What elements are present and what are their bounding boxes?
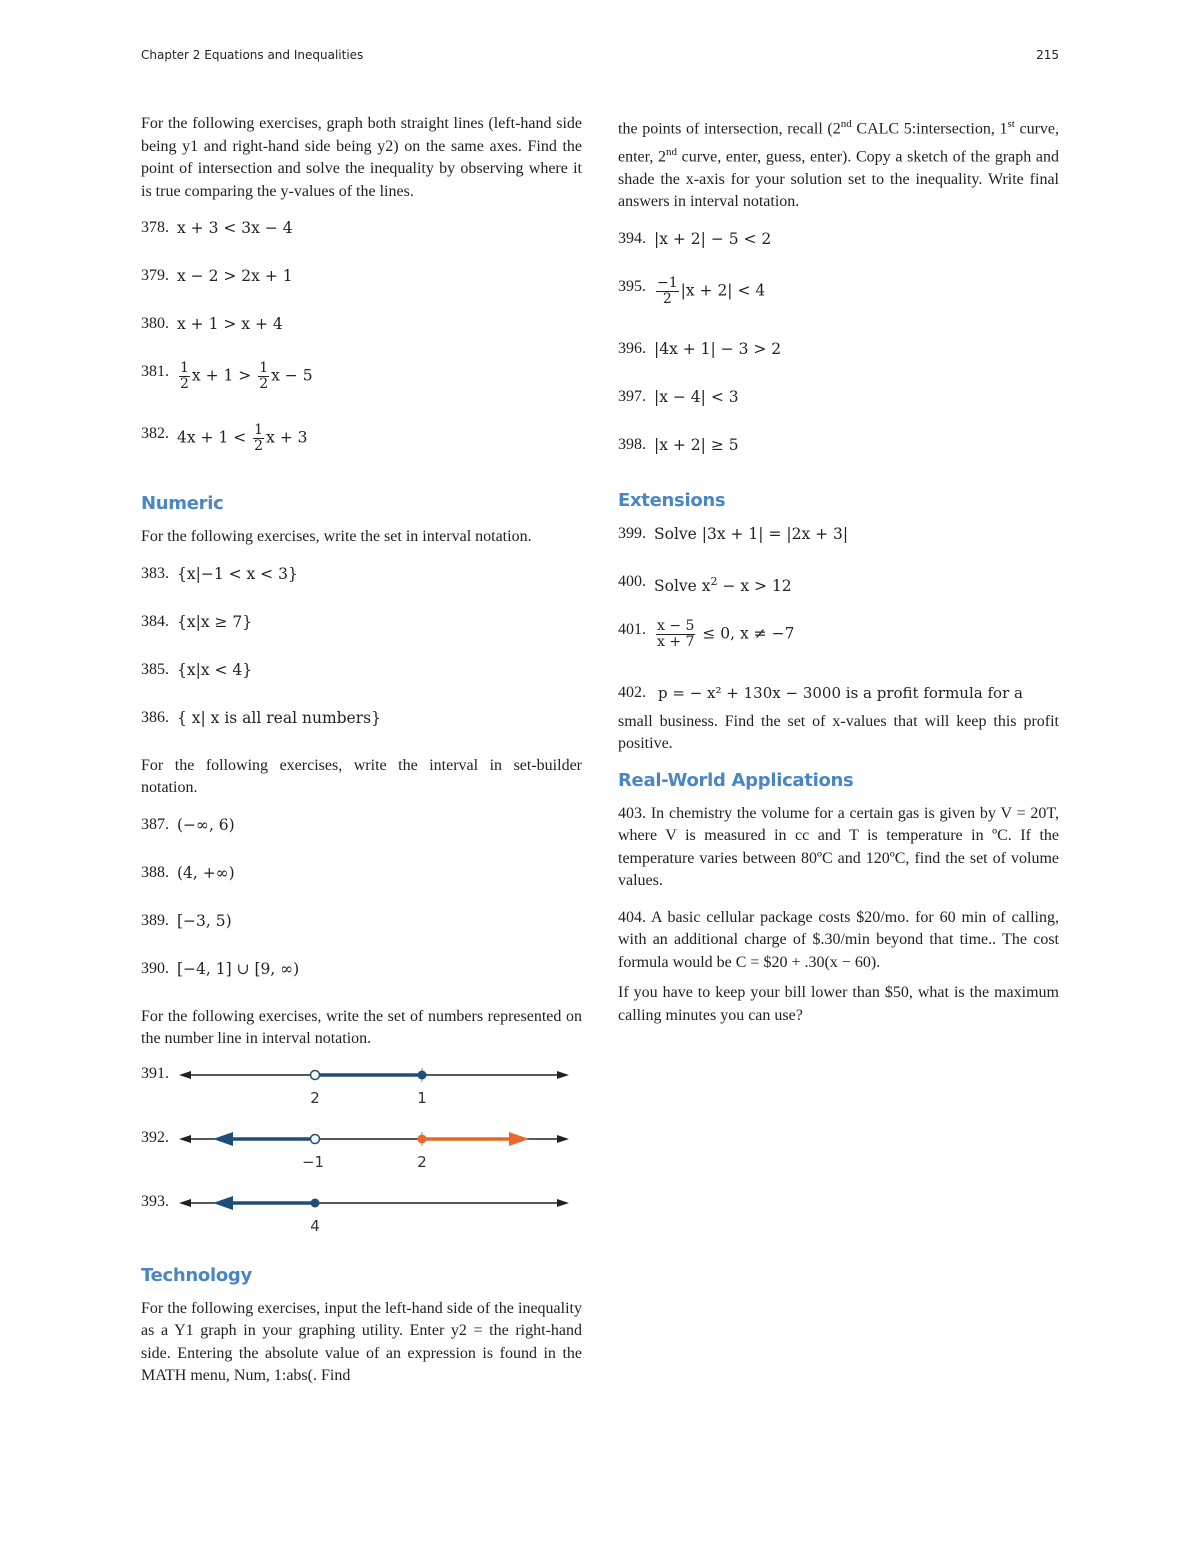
exercise-382 <box>141 423 582 485</box>
superscript: st <box>1007 118 1015 130</box>
exercise-number: 393. <box>141 1192 169 1210</box>
exercise-expression: |x − 4| < 3 <box>654 387 739 406</box>
exercise-number: 398. <box>618 435 646 453</box>
exercise-number: 379. <box>141 267 169 284</box>
exercise-number: 382. <box>141 425 169 442</box>
expression-part: − x > 12 <box>717 576 792 595</box>
tick-label: 4 <box>310 1216 320 1235</box>
exercise-404-continued: If you have to keep your bill lower than $50, what is the maximum calling minutes you can use? <box>618 984 1059 1024</box>
exercise-number: 395. <box>618 277 646 295</box>
exercise-number: 384. <box>141 612 169 630</box>
exercise-expression: [−3, 5) <box>177 911 232 930</box>
exercise-text: A basic cellular package costs $20/mo. for 60 min of calling, with an additional charge of $.30/min beyond that time.. The cost formula would be C = $20 + .30(x − 60). <box>618 908 1059 971</box>
numerator: −1 <box>657 274 678 291</box>
expression-part: x + 3 <box>266 428 308 447</box>
expression-part: |x + 2| < 4 <box>680 281 766 300</box>
expression-part: x + 1 > <box>191 366 252 385</box>
exercise-397 <box>618 386 1059 434</box>
exercise-388 <box>141 862 582 910</box>
text-run: curve, enter, guess, enter). Copy a sketch of the graph and shade the x-axis for your solution set to the inequality. Write final answers in interval notation. <box>618 148 1059 211</box>
exercise-404 <box>618 907 1059 975</box>
exercise-expression: [−4, 1] ∪ [9, ∞) <box>177 959 300 978</box>
tick-label: −1 <box>301 1152 325 1171</box>
denominator: 2 <box>259 376 269 392</box>
denominator: x + 7 <box>657 633 695 650</box>
exercise-expression: {x|x ≥ 7} <box>177 612 253 631</box>
open-circle <box>311 1070 320 1079</box>
exercise-number: 402. <box>618 683 646 701</box>
fraction <box>253 423 264 454</box>
denominator: 2 <box>254 438 264 454</box>
expression-part: 4x + 1 < <box>177 428 247 447</box>
section-heading-real-world: Real-World Applications <box>618 769 854 791</box>
text-run: the points of intersection, recall (2 <box>618 120 841 138</box>
exercise-expression: { x| x is all real numbers} <box>177 708 381 727</box>
exercise-400 <box>618 571 1059 619</box>
exercise-394 <box>618 228 1059 276</box>
graphing-instructions: For the following exercises, graph both straight lines (left-hand side being y1 and right-hand side being y2) on the same axes. Find the point of intersection and solve the inequality by observing where it is true comparing the y-values of the lines. <box>141 115 582 200</box>
arrow-left-icon <box>179 1199 191 1207</box>
exercise-395 <box>618 276 1059 338</box>
exercise-386 <box>141 707 582 755</box>
closed-circle <box>418 1134 427 1143</box>
exercise-expression <box>177 361 313 392</box>
shaded-arrow-left-icon <box>213 1132 233 1146</box>
page-header <box>141 48 1059 68</box>
exercise-number: 404. <box>618 908 646 926</box>
exercise-number: 385. <box>141 660 169 678</box>
exercise-390 <box>141 958 582 1006</box>
exercise-number: 389. <box>141 911 169 929</box>
exercise-expression: x + 3 < 3x − 4 <box>177 219 293 237</box>
exercise-expression: |4x + 1| − 3 > 2 <box>654 339 782 358</box>
denominator: 2 <box>662 290 672 307</box>
shaded-arrow-right-icon <box>509 1132 529 1146</box>
tick-label: 2 <box>417 1152 427 1171</box>
exercise-number: 400. <box>618 572 646 590</box>
arrow-right-icon <box>557 1135 569 1143</box>
expression-part: x − 5 <box>271 366 313 385</box>
arrow-left-icon <box>179 1135 191 1143</box>
exercise-number: 387. <box>141 815 169 833</box>
exercise-expression: {x|−1 < x < 3} <box>177 564 298 583</box>
exercise-378 <box>141 217 582 265</box>
numerator: 1 <box>259 360 269 376</box>
section-heading-extensions: Extensions <box>618 489 726 511</box>
exercise-expression: {x|x < 4} <box>177 660 253 679</box>
arrow-left-icon <box>179 1071 191 1079</box>
open-circle <box>311 1134 320 1143</box>
exercise-expression: x − 2 > 2x + 1 <box>177 267 293 285</box>
section-heading-numeric: Numeric <box>141 493 224 514</box>
exercise-number: 399. <box>618 524 646 542</box>
expression-part: Solve x <box>654 576 711 595</box>
exercise-number: 401. <box>618 620 646 638</box>
exercise-number: 390. <box>141 959 169 977</box>
shaded-arrow-left-icon <box>213 1196 233 1210</box>
numerator: x − 5 <box>657 617 695 634</box>
chapter-title: Chapter 2 Equations and Inequalities <box>141 48 364 62</box>
exercise-401 <box>618 619 1059 681</box>
exercise-381 <box>141 361 582 423</box>
numberline-instructions: For the following exercises, write the set of numbers represented on the number line in interval notation. <box>141 1007 582 1047</box>
technology-instructions: For the following exercises, input the left-hand side of the inequality as a Y1 graph in your graphing utility. Enter y2 = the right-hand side. Entering the absolute value of an expression is found in the MATH menu, Num, 1:abs(. Find <box>141 1299 582 1384</box>
exercise-expression: Solve |3x + 1| = |2x + 3| <box>654 524 849 543</box>
denominator: 2 <box>180 376 189 392</box>
setbuilder-instructions: For the following exercises, write the interval in set-builder notation. <box>141 756 582 796</box>
exercise-402-continued: small business. Find the set of x-values that will keep this profit positive. <box>618 712 1059 753</box>
exercise-402 <box>618 681 1059 756</box>
exercise-expression <box>177 423 308 454</box>
number-line-391 <box>177 1065 572 1115</box>
text-run: CALC 5:intersection, 1 <box>851 120 1008 138</box>
exercise-number: 397. <box>618 387 646 405</box>
exercise-number: 403. <box>618 804 646 822</box>
arrow-right-icon <box>557 1071 569 1079</box>
exercise-387 <box>141 814 582 862</box>
tick-label: 1 <box>417 1088 427 1107</box>
page-number: 215 <box>1036 48 1059 62</box>
exercise-expression: (−∞, 6) <box>177 815 235 834</box>
exercise-expression: |x + 2| − 5 < 2 <box>654 229 772 248</box>
technology-instructions-continued <box>618 113 1059 214</box>
exercise-383 <box>141 563 582 611</box>
number-line-393 <box>177 1193 572 1243</box>
superscript: nd <box>840 118 852 130</box>
exercise-number: 392. <box>141 1128 169 1146</box>
exercise-expression <box>654 571 792 597</box>
exercise-398 <box>618 434 1059 482</box>
exercise-number: 378. <box>141 219 169 236</box>
exercise-391 <box>141 1065 582 1129</box>
text-run: curve, enter, 2 <box>618 120 1059 166</box>
section-heading-technology: Technology <box>141 1264 252 1286</box>
number-line-392 <box>177 1129 572 1179</box>
tick-label: 2 <box>310 1088 320 1107</box>
exercise-expression: x + 1 > x + 4 <box>177 315 283 333</box>
exercise-396 <box>618 338 1059 386</box>
exercise-number: 381. <box>141 363 169 380</box>
exercise-number: 380. <box>141 315 169 332</box>
superscript: nd <box>666 145 677 158</box>
right-column <box>618 113 1059 1041</box>
exercise-392 <box>141 1129 582 1193</box>
exercise-399 <box>618 523 1059 571</box>
exercise-number: 396. <box>618 339 646 357</box>
closed-circle <box>311 1198 320 1207</box>
left-column <box>141 113 582 1402</box>
fraction <box>656 276 679 307</box>
exercise-number: 394. <box>618 229 646 247</box>
exercise-expression <box>654 619 794 650</box>
exercise-number: 388. <box>141 863 169 881</box>
numerator: 1 <box>180 360 189 376</box>
exercise-384 <box>141 611 582 659</box>
exercise-expression: |x + 2| ≥ 5 <box>654 435 739 454</box>
exercise-number: 386. <box>141 708 169 726</box>
closed-circle <box>418 1070 427 1079</box>
exercise-expression: (4, +∞) <box>177 863 235 882</box>
exercise-number: 391. <box>141 1064 169 1082</box>
numeric-instructions: For the following exercises, write the set in interval notation. <box>141 528 532 545</box>
exercise-380 <box>141 313 582 361</box>
exercise-393 <box>141 1193 582 1257</box>
exercise-389 <box>141 910 582 958</box>
fraction <box>179 361 190 392</box>
fraction <box>656 619 695 650</box>
exercise-403 <box>618 803 1059 893</box>
exercise-number: 383. <box>141 564 169 582</box>
exercise-text: In chemistry the volume for a certain gas is given by V = 20T, where V is measured in cc and T is temperature in ºC. If the temperature varies between 80ºC and 120ºC, find the set of volume values. <box>618 804 1060 890</box>
arrow-right-icon <box>557 1199 569 1207</box>
expression-part: ≤ 0, x ≠ −7 <box>702 624 795 643</box>
exercise-expression: p = − x² + 130x − 3000 is a profit formula for a <box>658 683 1023 702</box>
exercise-379 <box>141 265 582 313</box>
exercise-385 <box>141 659 582 707</box>
fraction <box>258 361 269 392</box>
exercise-expression <box>654 276 765 307</box>
superscript: 2 <box>710 574 718 588</box>
numerator: 1 <box>254 422 264 438</box>
